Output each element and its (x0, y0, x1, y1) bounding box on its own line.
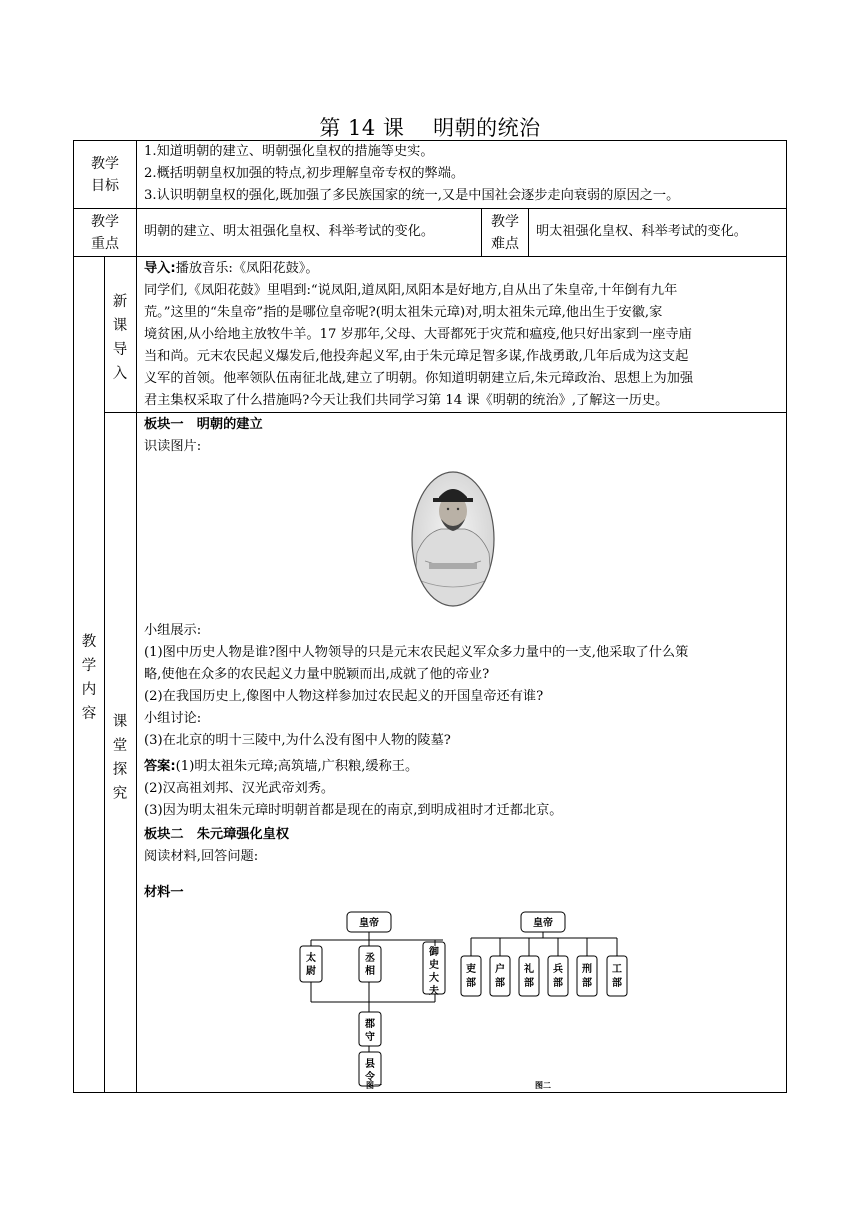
d2-branch-5: 工部 (612, 964, 622, 989)
question-3: (3)在北京的明十三陵中,为什么没有图中人物的陵墓? (144, 733, 451, 748)
answer-2: (2)汉高祖刘邦、汉光武帝刘秀。 (144, 781, 335, 796)
read-material-text: 阅读材料,回答问题: (144, 849, 259, 864)
intro-line-3: 境贫困,从小给地主放牧牛羊。17 岁那年,父母、大哥都死于灾荒和瘟疫,他只好出家到一座寺庙 (144, 327, 692, 342)
intro-line-5: 义军的首领。他率领队伍南征北战,建立了明朝。你知道明朝建立后,朱元璋政治、思想上为加强 (144, 371, 694, 386)
d1-branch-2: 御史大夫 (429, 947, 439, 997)
answer-1: 答案:(1)明太祖朱元璋;高筑墙,广积粮,缓称王。 (144, 759, 419, 774)
explore-label: 课 堂 探 究 (112, 714, 128, 802)
intro-line-2: 荒。”这里的“朱皇帝”指的是哪位皇帝呢?(明太祖朱元璋)对,明太祖朱元璋,他出生于安徽,家 (144, 305, 663, 320)
d2-branch-1: 户部 (495, 964, 505, 989)
d1-chain-0: 郡守 (365, 1019, 375, 1043)
d2-branch-4: 刑部 (582, 964, 592, 989)
government-structure-diagram (295, 906, 655, 1096)
group-show-label: 小组展示: (144, 623, 202, 638)
read-image-text: 识读图片: (144, 439, 202, 454)
d2-branch-3: 兵部 (553, 964, 563, 989)
d2-top: 皇帝 (533, 918, 553, 929)
answer-3: (3)因为明太祖朱元璋时明朝首都是现在的南京,到明成祖时才迁都北京。 (144, 803, 563, 818)
content-label: 教 学 内 容 (81, 634, 97, 722)
question-2: (2)在我国历史上,像图中人物这样参加过农民起义的开国皇帝还有谁? (144, 689, 544, 704)
objective-2: 2.概括明朝皇权加强的特点,初步理解皇帝专权的弊端。 (144, 166, 465, 181)
page-title: 第 14 课 明朝的统治 (319, 116, 541, 140)
objectives-label: 教学 目标 (91, 156, 119, 194)
d2-branch-2: 礼部 (524, 964, 534, 989)
d1-chain-1: 县令 (365, 1059, 375, 1083)
intro-line-1: 同学们,《凤阳花鼓》里唱到:“说凤阳,道凤阳,凤阳本是好地方,自从出了朱皇帝,十年倒有九年 (144, 283, 678, 298)
key-points-text: 明朝的建立、明太祖强化皇权、科举考试的变化。 (144, 224, 435, 239)
portrait-image (411, 471, 495, 607)
d1-branch-0: 太尉 (306, 953, 316, 977)
question-1-line-1: (1)图中历史人物是谁?图中人物领导的只是元末农民起义军众多力量中的一支,他采取了什么策 (144, 645, 689, 660)
group-discuss-label: 小组讨论: (144, 711, 202, 726)
d1-caption: 图一 (366, 1081, 382, 1090)
d1-top: 皇帝 (359, 918, 379, 929)
material-1-label: 材料一 (144, 885, 184, 900)
question-1-line-2: 略,使他在众多的农民起义力量中脱颖而出,成就了他的帝业? (144, 667, 490, 682)
key-points-label: 教学 重点 (91, 214, 119, 252)
d2-branch-0: 吏部 (466, 964, 476, 989)
intro-heading: 导入:播放音乐:《凤阳花鼓》。 (144, 261, 319, 276)
difficult-points-text: 明太祖强化皇权、科举考试的变化。 (536, 224, 747, 239)
objective-3: 3.认识明朝皇权的强化,既加强了多民族国家的统一,又是中国社会逐步走向衰弱的原因之一。 (144, 188, 680, 203)
difficult-points-label: 教学 难点 (491, 214, 519, 252)
section2-title: 板块二 朱元璋强化皇权 (144, 827, 290, 842)
d2-caption: 图二 (535, 1081, 551, 1090)
d1-branch-1: 丞相 (365, 953, 375, 977)
intro-line-6: 君主集权采取了什么措施吗?今天让我们共同学习第 14 课《明朝的统治》,了解这一历史。 (144, 393, 669, 408)
intro-label: 新 课 导 入 (112, 294, 128, 382)
objective-1: 1.知道明朝的建立、明朝强化皇权的措施等史实。 (144, 144, 434, 159)
intro-line-4: 当和尚。元末农民起义爆发后,他投奔起义军,由于朱元璋足智多谋,作战勇敢,几年后成为这支起 (144, 349, 689, 364)
section1-title: 板块一 明朝的建立 (144, 417, 263, 432)
